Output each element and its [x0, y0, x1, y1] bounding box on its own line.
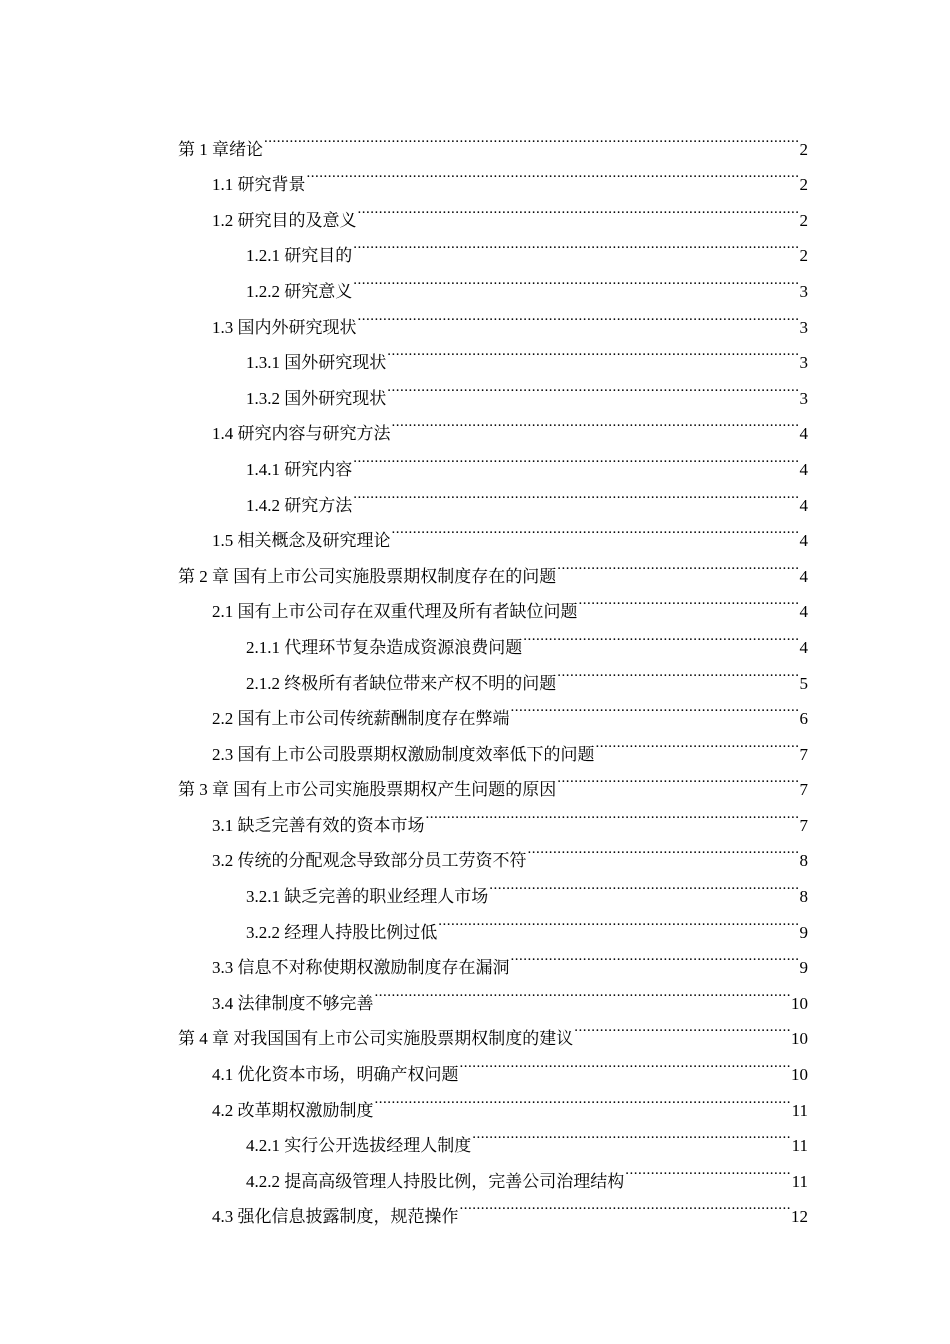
- toc-dot-leader: [353, 226, 798, 262]
- toc-page-number: 6: [799, 709, 808, 729]
- toc-dot-leader: [358, 190, 799, 226]
- toc-entry-title: 3.2.2 经理人持股比例过低: [246, 922, 438, 942]
- toc-entry-title: 2.2 国有上市公司传统薪酬制度存在弊端: [212, 709, 510, 729]
- toc-entry-title: 4.3 强化信息披露制度，规范操作: [212, 1207, 459, 1227]
- toc-page-number: 7: [799, 815, 808, 835]
- toc-dot-leader: [579, 582, 799, 618]
- toc-dot-leader: [460, 1044, 791, 1080]
- toc-entry-title: 1.3 国内外研究现状: [212, 317, 357, 337]
- toc-entry-title: 3.1 缺乏完善有效的资本市场: [212, 815, 425, 835]
- toc-dot-leader: [523, 617, 798, 653]
- toc-page-number: 10: [791, 993, 808, 1013]
- toc-entry-title: 1.1 研究背景: [212, 175, 306, 195]
- toc-dot-leader: [307, 155, 799, 191]
- toc-entry-title: 4.2 改革期权激励制度: [212, 1100, 374, 1120]
- toc-entry-title: 2.1 国有上市公司存在双重代理及所有者缺位问题: [212, 602, 578, 622]
- toc-page-number: 11: [791, 1136, 808, 1156]
- toc-entry-title: 4.2.2 提高高级管理人持股比例，完善公司治理结构: [246, 1171, 625, 1191]
- toc-page-number: 7: [799, 744, 808, 764]
- toc-dot-leader: [489, 866, 798, 902]
- toc-page-number: 9: [799, 922, 808, 942]
- toc-page-number: 3: [799, 281, 808, 301]
- toc-entry-title: 1.3.1 国外研究现状: [246, 353, 387, 373]
- toc-page-number: 10: [791, 1065, 808, 1085]
- toc-dot-leader: [392, 511, 799, 547]
- toc-page-number: 4: [799, 602, 808, 622]
- toc-page-number: 2: [799, 210, 808, 230]
- toc-page-number: 4: [799, 566, 808, 586]
- toc-entry-title: 1.4.2 研究方法: [246, 495, 353, 515]
- toc-entry-title: 第 2 章 国有上市公司实施股票期权制度存在的问题: [178, 566, 557, 586]
- toc-dot-leader: [625, 1151, 790, 1187]
- toc-dot-leader: [375, 1080, 791, 1116]
- toc-entry-title: 1.4 研究内容与研究方法: [212, 424, 391, 444]
- toc-entry-title: 2.1.1 代理环节复杂造成资源浪费问题: [246, 637, 523, 657]
- toc-dot-leader: [557, 546, 798, 582]
- toc-entry-title: 第 3 章 国有上市公司实施股票期权产生问题的原因: [178, 780, 557, 800]
- toc-dot-leader: [472, 1116, 790, 1152]
- toc-entry-title: 第 4 章 对我国国有上市公司实施股票期权制度的建议: [178, 1029, 574, 1049]
- toc-entry-title: 4.1 优化资本市场，明确产权问题: [212, 1065, 459, 1085]
- table-of-contents: [178, 119, 808, 1227]
- toc-page-number: 4: [799, 637, 808, 657]
- toc-page-number: 4: [799, 459, 808, 479]
- toc-page-number: 4: [799, 495, 808, 515]
- toc-entry-title: 1.2 研究目的及意义: [212, 210, 357, 230]
- toc-page-number: 10: [791, 1029, 808, 1049]
- toc-entry-title: 第 1 章绪论: [178, 139, 263, 159]
- toc-dot-leader: [392, 404, 799, 440]
- toc-dot-leader: [574, 1009, 790, 1045]
- toc-entry-title: 3.4 法律制度不够完善: [212, 993, 374, 1013]
- toc-page-number: 11: [791, 1100, 808, 1120]
- toc-page-number: 4: [799, 531, 808, 551]
- toc-page-number: 3: [799, 317, 808, 337]
- toc-dot-leader: [353, 261, 798, 297]
- toc-dot-leader: [511, 689, 799, 725]
- toc-page-number: 3: [799, 353, 808, 373]
- toc-dot-leader: [387, 333, 798, 369]
- toc-dot-leader: [557, 760, 798, 796]
- toc-entry-title: 2.1.2 终极所有者缺位带来产权不明的问题: [246, 673, 557, 693]
- toc-entry-title: 2.3 国有上市公司股票期权激励制度效率低下的问题: [212, 744, 595, 764]
- toc-dot-leader: [358, 297, 799, 333]
- toc-dot-leader: [511, 938, 799, 974]
- toc-entry-title: 3.2.1 缺乏完善的职业经理人市场: [246, 887, 489, 907]
- toc-dot-leader: [426, 795, 799, 831]
- toc-page-number: 8: [799, 851, 808, 871]
- toc-page-number: 5: [799, 673, 808, 693]
- toc-page-number: 12: [791, 1207, 808, 1227]
- toc-entry[interactable]: [178, 119, 808, 159]
- toc-entry-title: 1.2.1 研究目的: [246, 246, 353, 266]
- toc-entry-title: 4.2.1 实行公开选拔经理人制度: [246, 1136, 472, 1156]
- toc-page-number: 3: [799, 388, 808, 408]
- toc-dot-leader: [438, 902, 798, 938]
- toc-entry-title: 3.3 信息不对称使期权激励制度存在漏洞: [212, 958, 510, 978]
- toc-dot-leader: [375, 973, 791, 1009]
- toc-dot-leader: [528, 831, 799, 867]
- toc-page-number: 11: [791, 1171, 808, 1191]
- toc-dot-leader: [387, 368, 798, 404]
- toc-entry-title: 3.2 传统的分配观念导致部分员工劳资不符: [212, 851, 527, 871]
- toc-page-number: 8: [799, 887, 808, 907]
- toc-entry-title: 1.2.2 研究意义: [246, 281, 353, 301]
- toc-dot-leader: [557, 653, 798, 689]
- toc-entry[interactable]: [178, 155, 808, 195]
- toc-page-number: 7: [799, 780, 808, 800]
- toc-dot-leader: [264, 119, 799, 155]
- toc-page-number: 2: [799, 175, 808, 195]
- toc-entry-title: 1.3.2 国外研究现状: [246, 388, 387, 408]
- toc-page-number: 2: [799, 139, 808, 159]
- toc-page-number: 4: [799, 424, 808, 444]
- toc-dot-leader: [353, 475, 798, 511]
- toc-entry-title: 1.5 相关概念及研究理论: [212, 531, 391, 551]
- toc-entry-title: 1.4.1 研究内容: [246, 459, 353, 479]
- toc-page-number: 2: [799, 246, 808, 266]
- toc-dot-leader: [353, 439, 798, 475]
- toc-dot-leader: [596, 724, 799, 760]
- toc-page-number: 9: [799, 958, 808, 978]
- toc-dot-leader: [460, 1187, 791, 1223]
